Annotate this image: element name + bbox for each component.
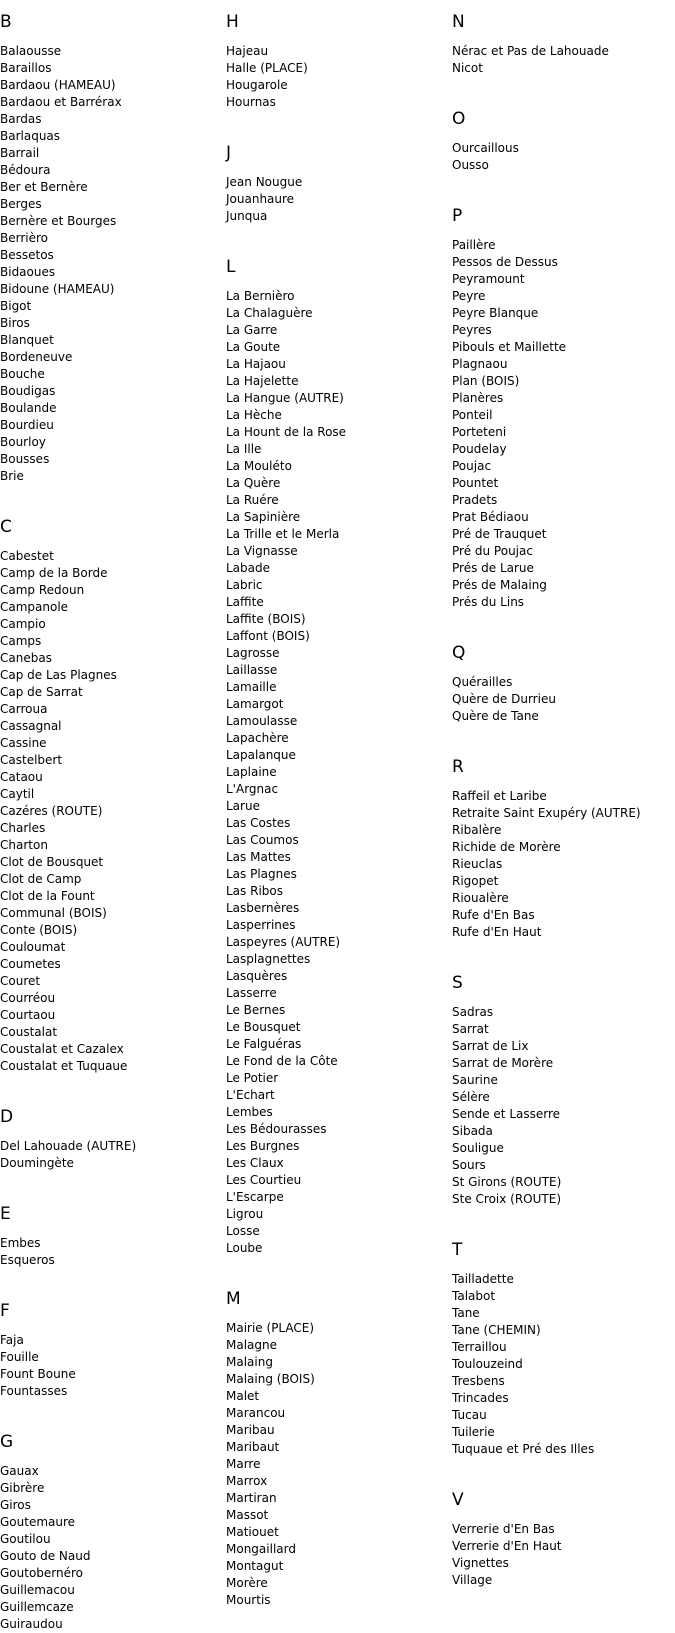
place-name: Bourloy: [0, 435, 46, 449]
place-name: Pessos de Dessus: [452, 255, 558, 269]
place-name: Saurine: [452, 1073, 498, 1087]
place-name: Le Bernes: [226, 1003, 286, 1017]
place-name: Lasbernères: [226, 901, 300, 915]
place-name: Las Mattes: [226, 850, 291, 864]
place-name: Courréou: [0, 991, 56, 1005]
place-name: Bardas: [0, 112, 42, 126]
section-spacer: [452, 1458, 641, 1478]
place-name: Lamoulasse: [226, 714, 298, 728]
place-name: Cazéres (ROUTE): [0, 804, 103, 818]
place-name: Morère: [226, 1576, 268, 1590]
place-name-list: [226, 174, 346, 225]
place-name: La Hangue (AUTRE): [226, 391, 344, 405]
place-name: La Ille: [226, 442, 262, 456]
letter-section: [452, 0, 641, 97]
place-name: Doumingète: [0, 1156, 74, 1170]
place-name: Malaing: [226, 1355, 273, 1369]
place-name: Cataou: [0, 770, 43, 784]
place-name: Castelbert: [0, 753, 63, 767]
place-name: Marrox: [226, 1474, 268, 1488]
place-name: Esqueros: [0, 1253, 55, 1267]
place-name: Plagnaou: [452, 357, 508, 371]
column-1: [0, 0, 136, 1633]
place-name: Quère de Durrieu: [452, 692, 556, 706]
place-name: Poujac: [452, 459, 492, 473]
place-name: Caytil: [0, 787, 35, 801]
place-name: Sadras: [452, 1005, 494, 1019]
place-name: Cap de Las Plagnes: [0, 668, 117, 682]
place-name: Lasserre: [226, 986, 277, 1000]
place-name: Cassine: [0, 736, 47, 750]
place-name: Le Falguéras: [226, 1037, 302, 1051]
place-name: Faja: [0, 1333, 24, 1347]
place-name: Bidaoues: [0, 265, 56, 279]
place-name: Retraite Saint Exupéry (AUTRE): [452, 806, 641, 820]
place-name: Tailladette: [452, 1272, 514, 1286]
place-name: L'Escarpe: [226, 1190, 284, 1204]
place-name: Prés du Lins: [452, 595, 525, 609]
place-name: Goutemaure: [0, 1515, 76, 1529]
place-name: Tresbens: [452, 1374, 505, 1388]
section-spacer: [452, 1208, 641, 1228]
place-name: Labade: [226, 561, 271, 575]
place-name: Matiouet: [226, 1525, 279, 1539]
place-name: Sarrat: [452, 1022, 489, 1036]
place-name: Las Ribos: [226, 884, 283, 898]
place-name: St Girons (ROUTE): [452, 1175, 562, 1189]
place-name: Massot: [226, 1508, 269, 1522]
place-name: Boulande: [0, 401, 57, 415]
place-name: Quérailles: [452, 675, 513, 689]
place-name: La Bernièro: [226, 289, 295, 303]
place-name: Peyramount: [452, 272, 525, 286]
place-name: Lapachère: [226, 731, 289, 745]
place-name: Conte (BOIS): [0, 923, 78, 937]
place-name: Trincades: [452, 1391, 509, 1405]
place-name: Tucau: [452, 1408, 487, 1422]
place-name: Balaousse: [0, 44, 62, 58]
place-name: Verrerie d'En Bas: [452, 1522, 555, 1536]
place-name: Las Plagnes: [226, 867, 297, 881]
place-name: Mourtis: [226, 1593, 271, 1607]
place-name: Rufe d'En Haut: [452, 925, 542, 939]
place-name-list: [452, 788, 641, 941]
place-name: Sarrat de Morère: [452, 1056, 554, 1070]
place-name: Marancou: [226, 1406, 286, 1420]
place-name: Guillemcaze: [0, 1600, 74, 1614]
place-name: Fountasses: [0, 1384, 68, 1398]
place-name: La Vignasse: [226, 544, 298, 558]
place-name-list: [452, 237, 641, 611]
place-name: Laffite (BOIS): [226, 612, 306, 626]
place-name: Laillasse: [226, 663, 278, 677]
place-name: Nérac et Pas de Lahouade: [452, 44, 609, 58]
place-name: La Garre: [226, 323, 278, 337]
place-name: Ste Croix (ROUTE): [452, 1192, 562, 1206]
place-name: Peyre Blanque: [452, 306, 539, 320]
place-name: Montagut: [226, 1559, 284, 1573]
place-name: Bouche: [0, 367, 45, 381]
column-2: [226, 0, 346, 1609]
place-name: Terraillou: [452, 1340, 507, 1354]
place-name: Goutobernéro: [0, 1566, 84, 1580]
letter-section: [452, 194, 641, 631]
section-letter-heading: G: [0, 1432, 14, 1452]
place-name: Maribau: [226, 1423, 275, 1437]
place-name: Goutilou: [0, 1532, 51, 1546]
place-name: Prés de Malaing: [452, 578, 547, 592]
place-name: Coustalat: [0, 1025, 58, 1039]
letter-section: [452, 961, 641, 1228]
place-name: Brie: [0, 469, 24, 483]
place-name-list: [452, 140, 641, 174]
place-name: Lamargot: [226, 697, 284, 711]
place-name: Le Potier: [226, 1071, 279, 1085]
place-name: Gouto de Naud: [0, 1549, 91, 1563]
place-name: Pré de Trauquet: [452, 527, 547, 541]
place-name: Rioualère: [452, 891, 509, 905]
place-name: Ribalère: [452, 823, 502, 837]
letter-section: [226, 1277, 346, 1609]
place-name: Losse: [226, 1224, 260, 1238]
place-name: Canebas: [0, 651, 52, 665]
place-name: Blanquet: [0, 333, 54, 347]
place-name: Souligue: [452, 1141, 504, 1155]
section-letter-heading: J: [226, 143, 232, 163]
place-name: Fount Boune: [0, 1367, 76, 1381]
place-name: Pradets: [452, 493, 498, 507]
place-name-list: [452, 1521, 641, 1589]
place-name: Guiraudou: [0, 1617, 63, 1631]
place-name: Lasquères: [226, 969, 288, 983]
section-spacer: [0, 1075, 136, 1095]
section-letter-heading: Q: [452, 643, 466, 663]
letter-section: [0, 1192, 136, 1289]
place-name: Berrièro: [0, 231, 48, 245]
place-name: Paillère: [452, 238, 496, 252]
place-name: Giros: [0, 1498, 31, 1512]
place-name: La Chalaguère: [226, 306, 313, 320]
place-name: Jouanhaure: [226, 192, 295, 206]
place-name: Charles: [0, 821, 46, 835]
place-name: Larue: [226, 799, 260, 813]
place-name: La Goute: [226, 340, 281, 354]
place-name: Camp de la Borde: [0, 566, 108, 580]
place-name: Sélère: [452, 1090, 490, 1104]
place-name: Ber et Bernère: [0, 180, 88, 194]
place-name: Junqua: [226, 209, 268, 223]
section-spacer: [452, 725, 641, 745]
place-name-list: [226, 1320, 346, 1609]
place-name: Verrerie d'En Haut: [452, 1539, 562, 1553]
place-name: Bordeneuve: [0, 350, 73, 364]
letter-section: [226, 0, 346, 131]
place-name: Vignettes: [452, 1556, 509, 1570]
section-letter-heading: S: [452, 973, 463, 993]
place-name: Couret: [0, 974, 41, 988]
section-spacer: [0, 1269, 136, 1289]
place-name-list: [226, 288, 346, 1257]
place-name: Barrail: [0, 146, 40, 160]
place-name: Malet: [226, 1389, 260, 1403]
place-name: Village: [452, 1573, 493, 1587]
place-name: Malagne: [226, 1338, 277, 1352]
place-name: Camp Redoun: [0, 583, 85, 597]
place-name: Sours: [452, 1158, 486, 1172]
place-name: Lamaille: [226, 680, 277, 694]
place-name: Jean Nougue: [226, 175, 303, 189]
section-letter-heading: C: [0, 517, 12, 537]
place-name: Berges: [0, 197, 42, 211]
section-spacer: [0, 1172, 136, 1192]
section-letter-heading: H: [226, 12, 239, 32]
place-name: Halle (PLACE): [226, 61, 308, 75]
place-name: Communal (BOIS): [0, 906, 107, 920]
section-spacer: [226, 111, 346, 131]
letter-section: [452, 1228, 641, 1478]
place-name: La Quère: [226, 476, 281, 490]
place-name: Camps: [0, 634, 42, 648]
section-letter-heading: R: [452, 757, 464, 777]
place-name: Richide de Morère: [452, 840, 561, 854]
letter-section: [0, 1289, 136, 1420]
place-name: Bigot: [0, 299, 32, 313]
place-name: Prés de Larue: [452, 561, 534, 575]
place-name: Ponteil: [452, 408, 493, 422]
place-name: Le Bousquet: [226, 1020, 301, 1034]
place-name: Lasperrines: [226, 918, 296, 932]
section-spacer: [0, 1400, 136, 1420]
section-spacer: [452, 77, 641, 97]
place-name: La Hèche: [226, 408, 282, 422]
place-name: Le Fond de la Côte: [226, 1054, 338, 1068]
section-letter-heading: T: [452, 1240, 463, 1260]
place-name-list: [0, 1138, 136, 1172]
section-letter-heading: P: [452, 206, 463, 226]
place-name: Bernère et Bourges: [0, 214, 117, 228]
place-name: Rieuclas: [452, 857, 503, 871]
place-name: Bousses: [0, 452, 50, 466]
place-name-list: [0, 1463, 136, 1633]
place-name: Laspeyres (AUTRE): [226, 935, 341, 949]
section-letter-heading: F: [0, 1301, 10, 1321]
place-name: Fouille: [0, 1350, 39, 1364]
place-name: Martiran: [226, 1491, 277, 1505]
place-name-list: [0, 43, 136, 485]
place-name: Ousso: [452, 158, 489, 172]
place-name: Coustalat et Cazalex: [0, 1042, 124, 1056]
section-letter-heading: B: [0, 12, 12, 32]
place-name: Mongaillard: [226, 1542, 296, 1556]
section-spacer: [226, 225, 346, 245]
place-name: Ourcaillous: [452, 141, 519, 155]
place-name: Quère de Tane: [452, 709, 539, 723]
place-name: Pibouls et Maillette: [452, 340, 567, 354]
place-name-list: [226, 43, 346, 111]
place-name: Bardaou (HAMEAU): [0, 78, 116, 92]
section-letter-heading: E: [0, 1204, 11, 1224]
place-name: Bessetos: [0, 248, 54, 262]
place-name: Tane: [452, 1306, 480, 1320]
place-name: Rigopet: [452, 874, 499, 888]
place-name: Clot de Camp: [0, 872, 82, 886]
place-name-list: [0, 548, 136, 1075]
place-name: L'Argnac: [226, 782, 279, 796]
place-name: Lembes: [226, 1105, 273, 1119]
place-name: L'Echart: [226, 1088, 275, 1102]
section-spacer: [226, 1257, 346, 1277]
place-name: Pountet: [452, 476, 499, 490]
place-name: Gauax: [0, 1464, 39, 1478]
section-spacer: [0, 485, 136, 505]
place-name: Tane (CHEMIN): [452, 1323, 541, 1337]
section-letter-heading: N: [452, 12, 465, 32]
place-name: La Sapinière: [226, 510, 301, 524]
place-name: Barlaquas: [0, 129, 61, 143]
place-name: Maribaut: [226, 1440, 280, 1454]
place-name: Lasplagnettes: [226, 952, 311, 966]
place-name: Plan (BOIS): [452, 374, 520, 388]
place-name: Lapalanque: [226, 748, 296, 762]
place-name: Hougarole: [226, 78, 288, 92]
place-name: La Mouléto: [226, 459, 292, 473]
place-name: Coumetes: [0, 957, 61, 971]
place-name: Laffont (BOIS): [226, 629, 310, 643]
place-name: Bardaou et Barrérax: [0, 95, 122, 109]
place-name: Nicot: [452, 61, 483, 75]
place-name: Peyres: [452, 323, 492, 337]
place-name: Tuquaue et Pré des Illes: [452, 1442, 595, 1456]
letter-section: [452, 97, 641, 194]
place-name: Embes: [0, 1236, 41, 1250]
place-name: Les Courtieu: [226, 1173, 302, 1187]
place-name: Couloumat: [0, 940, 66, 954]
letter-section: [452, 1478, 641, 1589]
place-name: Talabot: [452, 1289, 496, 1303]
place-name-list: [0, 1235, 136, 1269]
place-name: Guillemacou: [0, 1583, 75, 1597]
letter-section: [0, 0, 136, 505]
place-name: Las Coumos: [226, 833, 299, 847]
place-name: Gibrère: [0, 1481, 45, 1495]
letter-section: [452, 631, 641, 745]
place-name: Raffeil et Laribe: [452, 789, 547, 803]
place-name: Carroua: [0, 702, 48, 716]
place-name: Bidoune (HAMEAU): [0, 282, 115, 296]
place-name: Planères: [452, 391, 504, 405]
place-name: Coustalat et Tuquaue: [0, 1059, 128, 1073]
place-name-list: [0, 1332, 136, 1400]
letter-section: [452, 745, 641, 961]
place-name: Labric: [226, 578, 263, 592]
letter-section: [226, 245, 346, 1277]
section-letter-heading: L: [226, 257, 236, 277]
place-name: Clot de Bousquet: [0, 855, 104, 869]
place-name: Sende et Lasserre: [452, 1107, 561, 1121]
place-name: Laffite: [226, 595, 264, 609]
place-name: Sarrat de Lix: [452, 1039, 529, 1053]
place-name: Boudigas: [0, 384, 56, 398]
place-name: Hournas: [226, 95, 276, 109]
column-3: [452, 0, 641, 1589]
place-name: Porteteni: [452, 425, 507, 439]
place-name: Prat Bédiaou: [452, 510, 529, 524]
place-name: Laplaine: [226, 765, 277, 779]
place-name: Rufe d'En Bas: [452, 908, 535, 922]
place-name: Campanole: [0, 600, 69, 614]
place-name: Bédoura: [0, 163, 51, 177]
place-name: Toulouzeind: [452, 1357, 523, 1371]
place-name: La Ruére: [226, 493, 279, 507]
place-name: Biros: [0, 316, 30, 330]
place-name-list: [452, 1271, 641, 1458]
place-name: Baraillos: [0, 61, 52, 75]
place-name: Charton: [0, 838, 48, 852]
place-name: Marre: [226, 1457, 261, 1471]
letter-section: [0, 1095, 136, 1192]
section-spacer: [452, 174, 641, 194]
place-name: Les Claux: [226, 1156, 284, 1170]
place-name: Cabestet: [0, 549, 54, 563]
place-name: La Trille et le Merla: [226, 527, 340, 541]
letter-section: [0, 1420, 136, 1633]
place-name: La Hajaou: [226, 357, 286, 371]
place-name: Cap de Sarrat: [0, 685, 83, 699]
section-letter-heading: O: [452, 109, 466, 129]
place-name-list: [452, 674, 641, 725]
place-name: Tuilerie: [452, 1425, 495, 1439]
place-name: Peyre: [452, 289, 486, 303]
section-letter-heading: V: [452, 1490, 464, 1510]
place-name: Cassagnal: [0, 719, 62, 733]
place-name-list: [452, 43, 641, 77]
place-name: Les Burgnes: [226, 1139, 300, 1153]
letter-section: [226, 131, 346, 245]
section-spacer: [452, 611, 641, 631]
place-name: Pré du Poujac: [452, 544, 533, 558]
place-name: Mairie (PLACE): [226, 1321, 315, 1335]
place-name: Sibada: [452, 1124, 493, 1138]
place-name: Hajeau: [226, 44, 269, 58]
place-name: Del Lahouade (AUTRE): [0, 1139, 137, 1153]
place-name: Lagrosse: [226, 646, 280, 660]
place-name: La Hajelette: [226, 374, 299, 388]
place-name: Clot de la Fount: [0, 889, 95, 903]
place-name: Malaing (BOIS): [226, 1372, 315, 1386]
place-name: Campio: [0, 617, 46, 631]
place-name: Las Costes: [226, 816, 291, 830]
place-name: Loube: [226, 1241, 263, 1255]
section-spacer: [452, 941, 641, 961]
letter-section: [0, 505, 136, 1095]
place-name: Les Bédourasses: [226, 1122, 327, 1136]
place-name: Courtaou: [0, 1008, 56, 1022]
section-letter-heading: M: [226, 1289, 241, 1309]
place-name: Ligrou: [226, 1207, 264, 1221]
place-name: Bourdieu: [0, 418, 54, 432]
place-name: La Hount de la Rose: [226, 425, 347, 439]
section-letter-heading: D: [0, 1107, 14, 1127]
place-name: Poudelay: [452, 442, 507, 456]
place-name-list: [452, 1004, 641, 1208]
